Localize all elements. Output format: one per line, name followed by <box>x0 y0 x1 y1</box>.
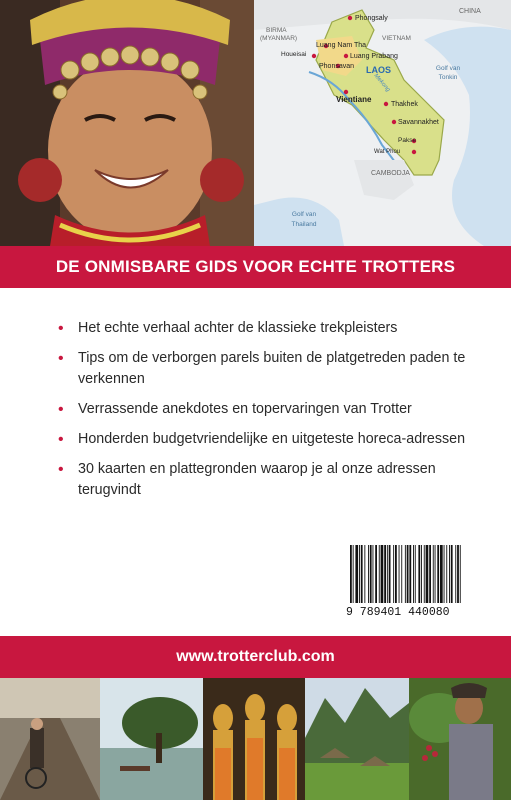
barcode-bar <box>457 545 459 603</box>
barcode-bar <box>437 545 439 603</box>
barcode-bars <box>350 545 493 603</box>
map-label-vietnam: VIETNAM <box>382 35 411 42</box>
feature-item <box>58 429 478 450</box>
barcode-bar <box>361 545 363 603</box>
map-label-houeisai: Houeisai <box>281 51 307 58</box>
barcode-bar <box>399 545 400 603</box>
feature-text: Tips om de verborgen parels buiten de platgetreden paden te verkennen <box>78 350 466 387</box>
map-label-china: CHINA <box>459 8 481 15</box>
barcode-bar <box>364 545 365 603</box>
barcode-bar <box>440 545 443 603</box>
barcode-bar <box>401 545 402 603</box>
bullet-icon: • <box>58 431 64 448</box>
laos-map <box>254 0 511 246</box>
bullet-icon: • <box>58 350 64 367</box>
map-label-myanmar: (MYANMAR) <box>260 35 298 42</box>
map-label-pakse: Pakse <box>398 137 417 144</box>
barcode-bar <box>455 545 456 603</box>
map-label-birma: BIRMA <box>266 27 287 34</box>
map-label-cambodja: CAMBODJA <box>371 170 410 177</box>
barcode-bar <box>359 545 360 603</box>
map-label-vientiane: Vientiane <box>336 95 372 104</box>
feature-text: Honderden budgetvriendelijke en uitgeteste horeca-adressen <box>78 431 466 447</box>
feature-text: Het echte verhaal achter de klassieke trekpleisters <box>78 320 398 336</box>
map-label-phonsavan: Phonsavan <box>319 63 355 70</box>
map-label-golf-van-tonkin: Golf van Tonkin <box>435 65 461 81</box>
feature-text: Verrassende anekdotes en topervaringen van Trotter <box>78 401 412 417</box>
map-label-savannakhet: Savannakhet <box>398 119 439 126</box>
barcode-bar <box>407 545 409 603</box>
map-label-golf-van-thailand: Golf van Thailand <box>291 211 317 228</box>
barcode-bar <box>375 545 377 603</box>
barcode-bar <box>353 545 354 603</box>
barcode-bar <box>384 545 386 603</box>
barcode-bar <box>409 545 411 603</box>
barcode-bar <box>435 545 436 603</box>
map-label-mekong: Mekong <box>372 72 391 94</box>
barcode-bar <box>418 545 420 603</box>
bullet-icon: • <box>58 461 64 478</box>
barcode-bar <box>368 545 369 603</box>
barcode-bar <box>444 545 445 603</box>
feature-item <box>58 318 478 339</box>
barcode-bar <box>355 545 358 603</box>
photo-buddha-statues <box>203 678 305 800</box>
photo-coffee-picker <box>409 678 511 800</box>
feature-item <box>58 459 478 501</box>
map-label-luang-prabang: Luang Prabang <box>350 53 398 60</box>
barcode-bar <box>379 545 380 603</box>
barcode-bar <box>389 545 391 603</box>
barcode-bar <box>449 545 450 603</box>
feature-item <box>58 348 478 390</box>
barcode-bar <box>429 545 431 603</box>
cover-photo-girl <box>0 0 254 246</box>
bullet-icon: • <box>58 320 64 337</box>
barcode-bar <box>350 545 352 603</box>
barcode-bar <box>451 545 453 603</box>
barcode-bar <box>405 545 406 603</box>
map-label-wat-phou: Wat Phou <box>374 149 401 155</box>
tagline-text: DE ONMISBARE GIDS VOOR ECHTE TROTTERS <box>55 257 456 276</box>
barcode-bar <box>370 545 372 603</box>
barcode-bar <box>426 545 429 603</box>
photo-river-tree <box>100 678 203 800</box>
photo-strip <box>0 678 511 800</box>
map-label-phongsaly: Phongsaly <box>355 15 388 22</box>
barcode-bar <box>381 545 384 603</box>
isbn-barcode <box>346 545 497 629</box>
barcode-bar <box>413 545 414 603</box>
barcode-bar <box>387 545 388 603</box>
barcode-bar <box>421 545 422 603</box>
barcode-bar <box>415 545 416 603</box>
barcode-bar <box>446 545 447 603</box>
photo-mountain-village <box>305 678 409 800</box>
bullet-icon: • <box>58 401 64 418</box>
barcode-digits: 9 789401 440080 <box>346 606 450 619</box>
feature-list <box>58 318 478 510</box>
barcode-bar <box>395 545 397 603</box>
tagline-banner <box>0 246 511 288</box>
barcode-bar <box>460 545 461 603</box>
barcode-bar <box>433 545 434 603</box>
map-label-laos: LAOS <box>366 65 392 75</box>
barcode-bar <box>424 545 425 603</box>
photo-bridge-cyclists <box>0 678 100 800</box>
website-url: www.trotterclub.com <box>176 648 335 665</box>
url-banner <box>0 636 511 678</box>
feature-item <box>58 399 478 420</box>
map-label-luang-nam-tha: Luang Nam Tha <box>316 42 367 49</box>
feature-text: 30 kaarten en plattegronden waarop je al onze adressen terugvindt <box>78 461 436 498</box>
barcode-bar <box>393 545 394 603</box>
map-label-thakhek: Thakhek <box>391 101 418 108</box>
barcode-bar <box>373 545 374 603</box>
